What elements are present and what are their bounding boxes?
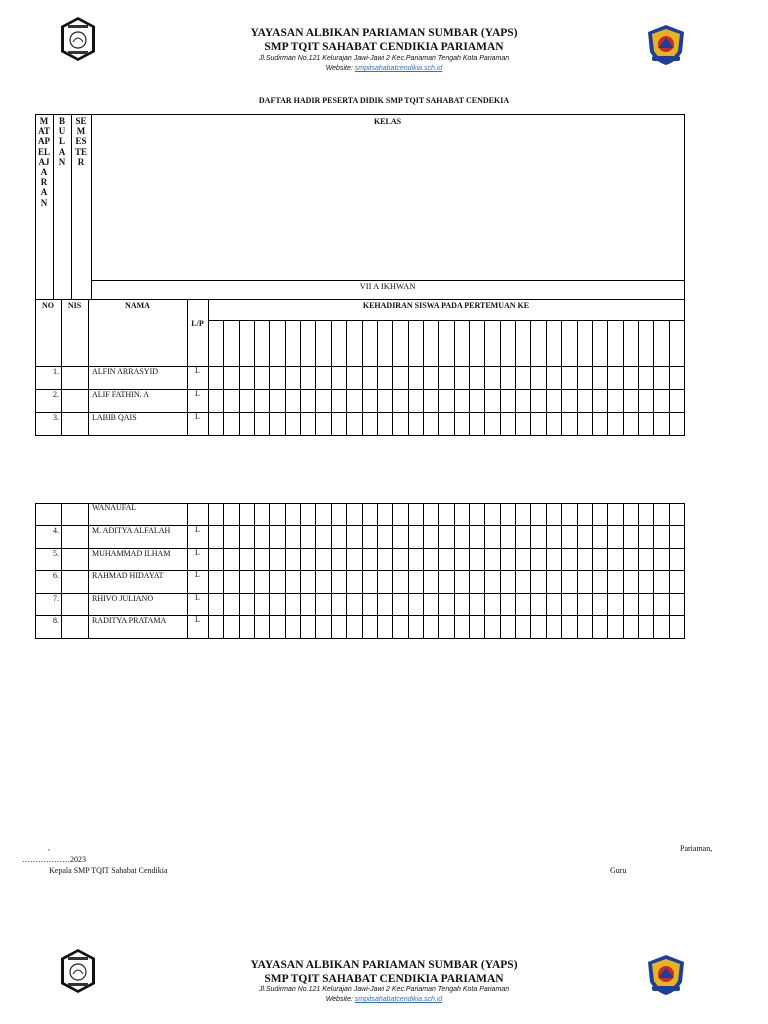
row-number: 5. <box>53 549 59 558</box>
meeting-col-divider <box>423 503 424 638</box>
meeting-col-divider <box>362 503 363 638</box>
school-crest-logo <box>60 948 96 994</box>
row-number: 7. <box>53 594 59 603</box>
meeting-col-divider <box>653 503 654 638</box>
student-gender: L <box>195 412 200 421</box>
meeting-col-divider <box>607 503 608 638</box>
meeting-col-divider <box>315 503 316 638</box>
row-number: 8. <box>53 616 59 625</box>
school-address: Jl.Sudirman No.121 Kelurajan Jawi-Jawi 2 Kec.Pariaman Tengah Kota Pariaman <box>258 55 510 62</box>
student-name: ALIF FATHIN. A <box>92 390 149 399</box>
meeting-col-divider <box>346 503 347 638</box>
meeting-col-divider <box>285 503 286 638</box>
student-name: RADITYA PRATAMA <box>92 616 167 625</box>
website-link[interactable]: smpitsahabatcendikia.sch.id <box>354 65 443 72</box>
student-name: ALFIN ARRASYID <box>92 367 159 376</box>
student-gender: L <box>195 570 200 579</box>
meeting-col-divider <box>269 503 270 638</box>
meeting-col-divider <box>254 503 255 638</box>
semester-header: SEMESTER <box>75 116 88 167</box>
footer-school-name: SMP TQIT SAHABAT CENDIKIA PARIAMAN <box>264 973 504 985</box>
teacher-role: Guru <box>610 866 627 875</box>
student-name: LABIB QAIS <box>92 413 137 422</box>
meeting-col-divider <box>300 503 301 638</box>
meeting-col-divider <box>223 503 224 638</box>
lp-header: L/P <box>191 319 204 328</box>
student-gender: L <box>195 615 200 624</box>
kelas-value: VII A IKHWAN <box>359 281 416 291</box>
student-gender: L <box>195 366 200 375</box>
student-name: M. ADITYA ALFALAH <box>92 526 171 535</box>
website-label: Website: <box>325 65 353 72</box>
col-divider <box>208 503 209 638</box>
meeting-col-divider <box>530 503 531 638</box>
meeting-col-divider <box>331 503 332 638</box>
footer <box>0 940 768 1020</box>
student-name: MUHAMMAD ILHAM <box>92 549 171 558</box>
footer-website-line <box>190 995 578 1005</box>
student-name: RHIVO JULIANO <box>92 594 154 603</box>
meeting-col-divider <box>546 503 547 638</box>
footer-website-label: Website: <box>325 996 353 1003</box>
row-number: 1. <box>53 367 59 376</box>
principal-role: Kepala SMP TQIT Sahabat Cendikia <box>49 866 168 875</box>
school-name: SMP TQIT SAHABAT CENDIKIA PARIAMAN <box>264 41 504 53</box>
meeting-col-divider <box>592 503 593 638</box>
student-gender: L <box>195 548 200 557</box>
meeting-col-divider <box>561 503 562 638</box>
signature-comma: , <box>48 843 50 852</box>
row-border <box>35 638 685 639</box>
meeting-col-divider <box>577 503 578 638</box>
meeting-col-divider <box>638 503 639 638</box>
meeting-col-divider <box>408 503 409 638</box>
org-name: YAYASAN ALBIKAN PARIAMAN SUMBAR (YAPS) <box>250 27 518 39</box>
kehadiran-header: KEHADIRAN SISWA PADA PERTEMUAN KE <box>362 301 530 310</box>
signature-date: ………………2023 <box>22 855 86 864</box>
meeting-col-divider <box>623 503 624 638</box>
row-number: 4. <box>53 526 59 535</box>
meeting-col-divider <box>377 503 378 638</box>
document-title: DAFTAR HADIR PESERTA DIDIK SMP TQIT SAHABAT CENDEKIA <box>258 96 510 105</box>
meeting-col-divider <box>515 503 516 638</box>
nis-header: NIS <box>67 301 82 310</box>
student-gender: L <box>195 389 200 398</box>
row-number: 2. <box>53 390 59 399</box>
mata-pelajaran-header: MATAPELAJARAN <box>38 116 51 208</box>
col-divider <box>187 503 188 638</box>
meeting-col-divider <box>392 503 393 638</box>
signature-place: Pariaman, <box>680 844 713 853</box>
meeting-col-divider <box>484 503 485 638</box>
meeting-col-divider <box>500 503 501 638</box>
student-name: RAHMAD HIDAYAT <box>92 571 164 580</box>
student-gender: L <box>195 525 200 534</box>
bulan-header: BULAN <box>58 116 66 167</box>
meeting-col-divider <box>469 503 470 638</box>
row-number: 3. <box>53 413 59 422</box>
col-divider <box>88 503 89 638</box>
table-right-border <box>684 503 685 639</box>
footer-address: Jl.Sudirman No.121 Kelurajan Jawi-Jawi 2 Kec.Pariaman Tengah Kota Pariaman <box>258 986 510 993</box>
meeting-col-divider <box>454 503 455 638</box>
kelas-header: KELAS <box>373 117 402 126</box>
footer-org-name: YAYASAN ALBIKAN PARIAMAN SUMBAR (YAPS) <box>250 959 518 971</box>
student-gender: L <box>195 593 200 602</box>
nama-header: NAMA <box>125 301 150 310</box>
row-number: 6. <box>53 571 59 580</box>
student-name-continuation: WANAUFAL <box>92 503 137 512</box>
no-header: NO <box>42 301 54 310</box>
meeting-col-divider <box>669 503 670 638</box>
footer-website-link[interactable]: smpitsahabatcendikia.sch.id <box>354 996 443 1003</box>
meeting-col-divider <box>438 503 439 638</box>
meeting-col-divider <box>239 503 240 638</box>
city-emblem-logo <box>646 954 686 996</box>
col-divider <box>61 503 62 638</box>
